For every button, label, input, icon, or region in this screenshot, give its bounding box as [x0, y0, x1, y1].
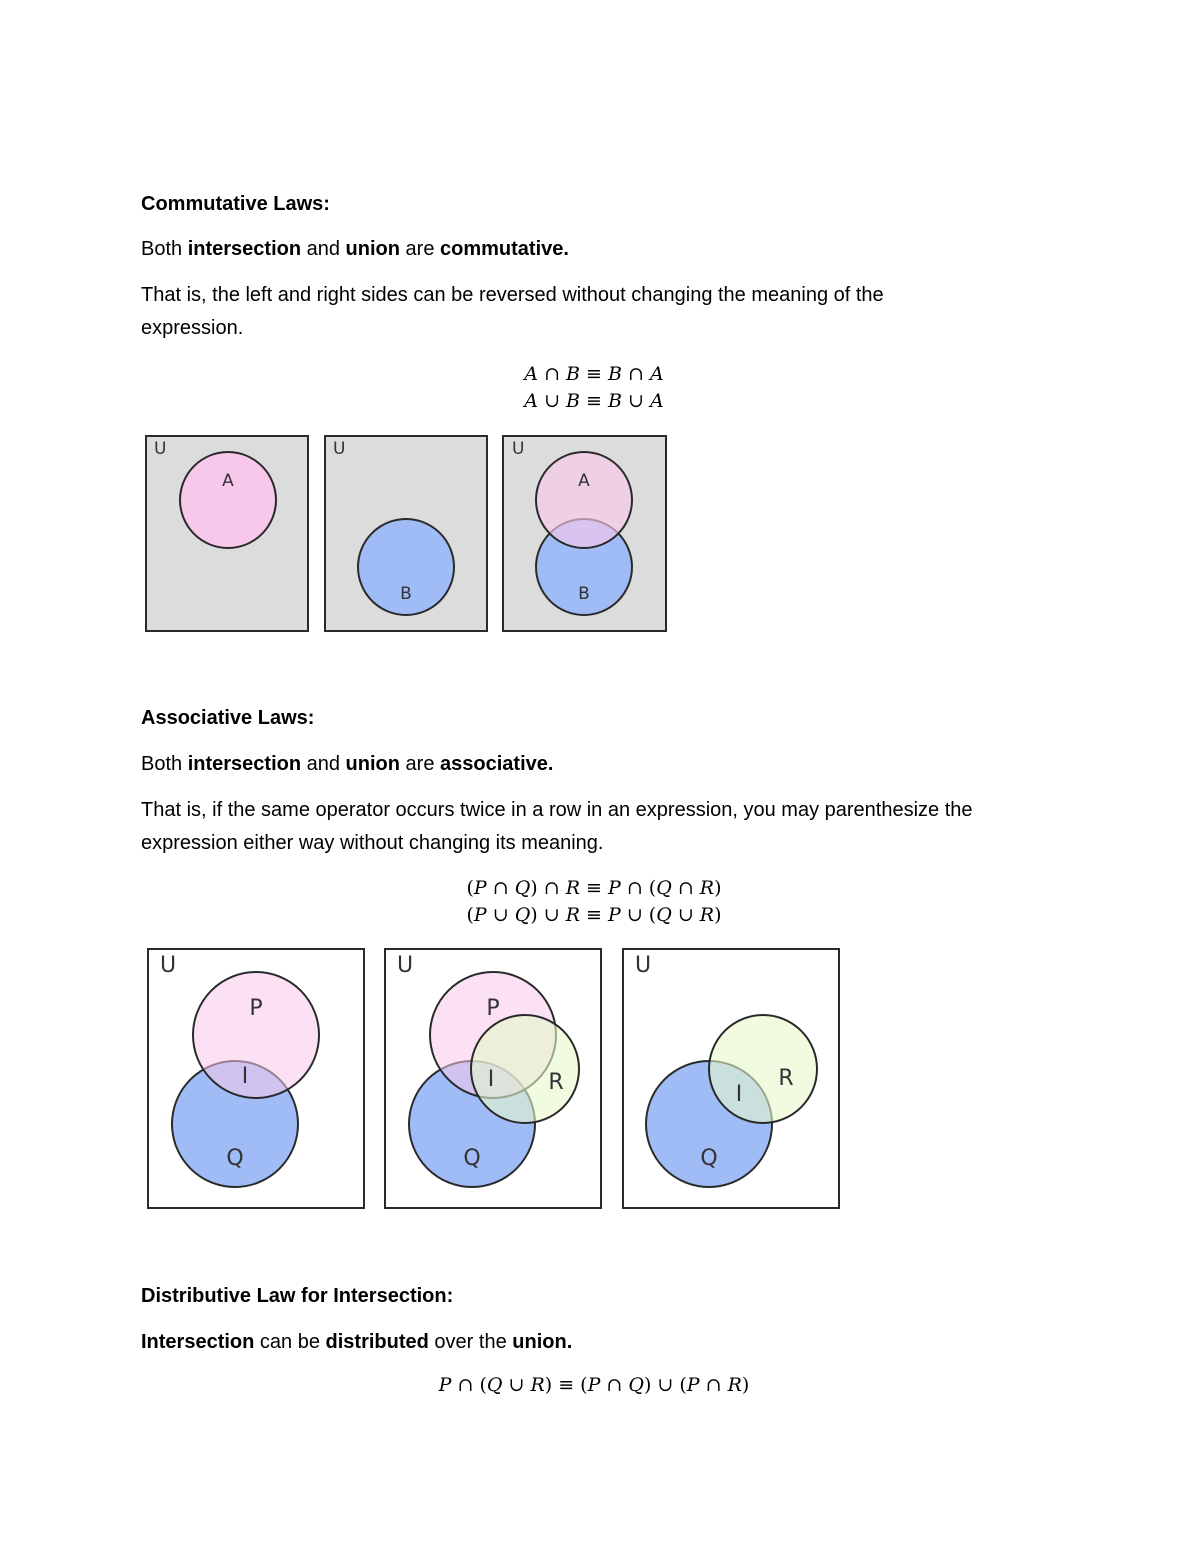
commutative-equation-intersection — [0, 361, 1188, 387]
text-run: union. — [512, 1331, 573, 1353]
math-operator: ∪ — [502, 1374, 531, 1396]
distributive-equation — [0, 1372, 1188, 1398]
math-operator: ) ∩ — [530, 877, 566, 899]
universe-label: U — [160, 953, 177, 978]
math-operator: ∩ — [621, 363, 650, 385]
set-p-label: P — [486, 996, 500, 1021]
math-operator: ∩ — [600, 1374, 629, 1396]
associative-heading: Associative Laws: — [141, 707, 315, 729]
math-variable: Q — [656, 877, 672, 899]
math-operator: ) ∪ ( — [643, 1374, 687, 1396]
intersection-label: I — [735, 1082, 743, 1107]
universe-label: U — [154, 439, 167, 459]
associative-equation-union — [0, 902, 1188, 928]
venn-panel-p-q — [148, 949, 364, 1208]
associative-statement — [141, 752, 553, 776]
math-variable: R — [699, 904, 715, 926]
math-variable: B — [608, 390, 622, 412]
math-operator: ∩ — [671, 877, 700, 899]
math-variable: R — [699, 877, 715, 899]
math-variable: Q — [514, 904, 531, 926]
associative-venn-diagrams — [146, 946, 842, 1210]
text-run: Both — [141, 753, 188, 775]
math-operator: ∪ — [671, 904, 700, 926]
math-variable: A — [649, 363, 664, 385]
math-variable: Q — [486, 1374, 503, 1396]
venn-panel-p-q-r — [385, 949, 601, 1208]
math-variable: R — [727, 1374, 742, 1396]
universe-label: U — [333, 439, 346, 459]
math-variable: Q — [514, 877, 531, 899]
venn-panel-b — [325, 436, 487, 631]
math-operator: ) — [714, 877, 722, 899]
set-q-label: Q — [463, 1146, 481, 1171]
math-operator: ) ≡ ( — [544, 1374, 588, 1396]
math-operator: ( — [466, 877, 474, 899]
text-run: Both — [141, 238, 188, 260]
math-variable: R — [565, 904, 580, 926]
text-run: union — [345, 238, 400, 260]
math-operator: ∩ ( — [451, 1374, 487, 1396]
math-variable: Q — [628, 1374, 644, 1396]
math-variable: P — [587, 1374, 601, 1396]
set-p-label: P — [249, 996, 263, 1021]
math-variable: P — [473, 904, 487, 926]
associative-explanation — [141, 794, 1061, 860]
text-run: distributed — [325, 1331, 429, 1353]
set-b-label: B — [400, 584, 412, 604]
venn-panel-a — [146, 436, 308, 631]
intersection-label: I — [241, 1064, 249, 1089]
math-variable: A — [524, 363, 539, 385]
math-variable: P — [438, 1374, 452, 1396]
math-variable: P — [608, 904, 621, 926]
set-b-label: B — [578, 584, 590, 604]
set-r-label: R — [548, 1070, 564, 1095]
math-variable: A — [524, 390, 539, 412]
commutative-heading: Commutative Laws: — [141, 193, 330, 215]
math-operator: ) — [741, 1374, 750, 1396]
text-run: intersection — [187, 238, 302, 260]
set-r-circle — [709, 1015, 817, 1123]
commutative-venn-diagrams — [144, 434, 668, 634]
text-run: are — [399, 238, 441, 260]
commutative-equation-union — [0, 388, 1188, 414]
math-variable: B — [566, 390, 580, 412]
set-a-circle — [180, 452, 276, 548]
text-run: over the — [428, 1331, 513, 1353]
universe-label: U — [512, 439, 525, 459]
explanation-line: expression either way without changing its meaning. — [141, 832, 604, 854]
universe-label: U — [397, 953, 414, 978]
explanation-line: That is, if the same operator occurs twice in a row in an expression, you may parenthesize the — [141, 799, 973, 821]
commutative-statement — [141, 237, 569, 261]
text-run: and — [301, 238, 346, 260]
math-operator: ≡ — [580, 904, 608, 926]
set-r-label: R — [778, 1066, 794, 1091]
distributive-heading: Distributive Law for Intersection: — [141, 1285, 454, 1307]
set-a-circle — [536, 452, 632, 548]
text-run: are — [399, 753, 441, 775]
math-variable: A — [649, 390, 664, 412]
intersection-label: I — [487, 1067, 495, 1092]
text-run: intersection — [187, 753, 302, 775]
venn-panel-a-and-b — [503, 436, 666, 631]
venn-panel-q-r — [623, 949, 839, 1208]
math-operator: ≡ — [580, 877, 608, 899]
set-p-circle — [193, 972, 319, 1098]
text-run: union — [345, 753, 400, 775]
set-a-label: A — [578, 471, 590, 491]
math-variable: B — [608, 363, 622, 385]
math-variable: R — [530, 1374, 545, 1396]
math-operator: ∪ ( — [620, 904, 657, 926]
set-q-label: Q — [700, 1146, 718, 1171]
math-operator: ) — [714, 904, 722, 926]
math-variable: P — [608, 877, 621, 899]
text-run: and — [301, 753, 346, 775]
math-operator: ≡ — [580, 363, 608, 385]
math-variable: Q — [656, 904, 672, 926]
math-operator: ( — [466, 904, 474, 926]
explanation-line: expression. — [141, 317, 244, 339]
text-run: associative. — [440, 753, 554, 775]
distributive-statement — [141, 1330, 572, 1354]
math-operator: ∩ — [486, 877, 515, 899]
math-operator: ∩ — [699, 1374, 728, 1396]
universe-label: U — [635, 953, 652, 978]
math-variable: B — [566, 363, 580, 385]
math-variable: P — [473, 877, 487, 899]
associative-equation-intersection — [0, 875, 1188, 901]
text-run: commutative. — [440, 238, 569, 260]
commutative-explanation — [141, 279, 1061, 345]
math-operator: ∪ — [621, 390, 650, 412]
math-operator: ∪ — [486, 904, 515, 926]
math-operator: ) ∪ — [530, 904, 566, 926]
math-operator: ≡ — [580, 390, 608, 412]
text-run: can be — [254, 1331, 326, 1353]
math-variable: P — [686, 1374, 700, 1396]
math-variable: R — [565, 877, 580, 899]
set-a-label: A — [222, 471, 234, 491]
set-q-label: Q — [226, 1146, 244, 1171]
math-operator: ∩ — [538, 363, 567, 385]
math-operator: ∪ — [538, 390, 567, 412]
math-operator: ∩ ( — [620, 877, 657, 899]
text-run: Intersection — [141, 1331, 255, 1353]
explanation-line: That is, the left and right sides can be reversed without changing the meaning of the — [141, 284, 884, 306]
